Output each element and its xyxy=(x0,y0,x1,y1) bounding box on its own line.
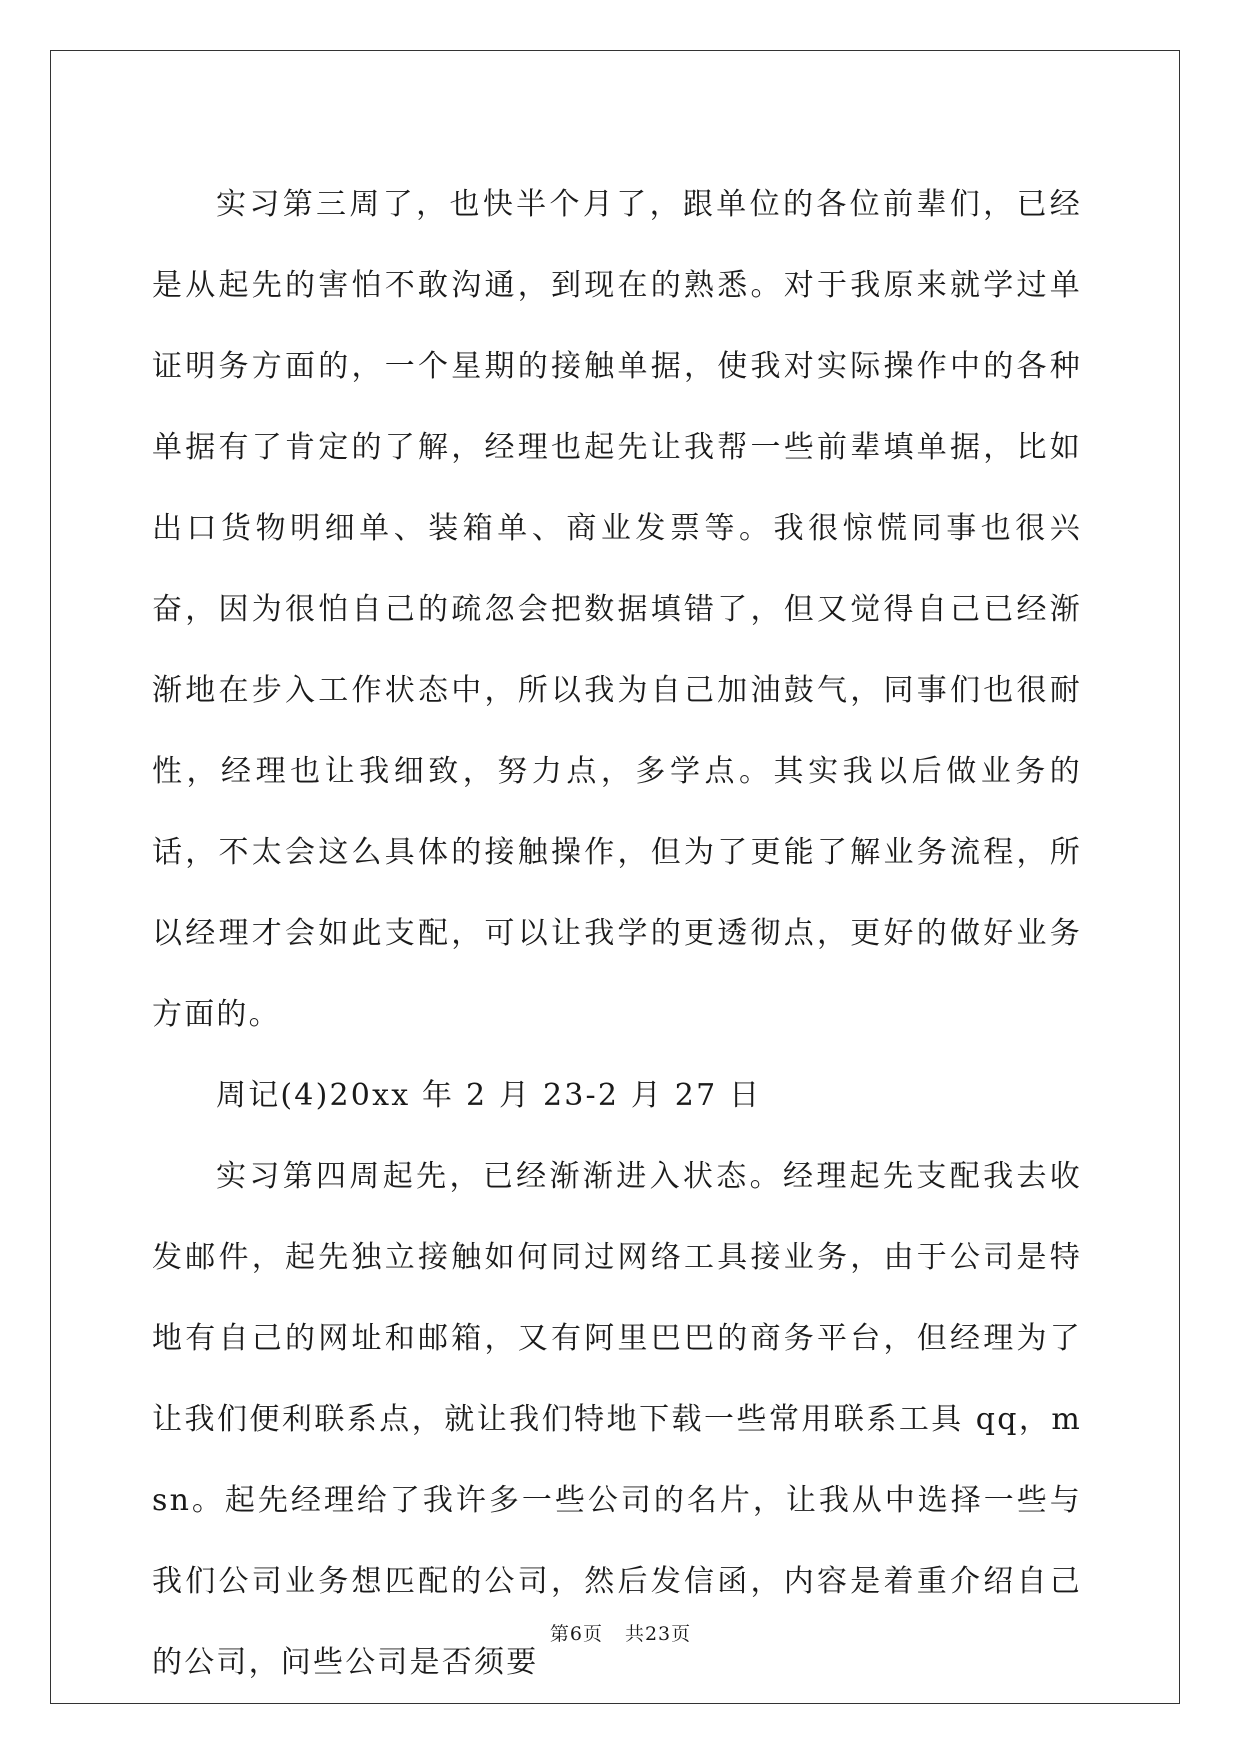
document-body xyxy=(152,164,1082,1703)
paragraph-week3: 实习第三周了，也快半个月了，跟单位的各位前辈们，已经是从起先的害怕不敢沟通，到现在的熟悉。对于我原来就学过单证明务方面的，一个星期的接触单据，使我对实际操作中的各种单据有了肯定的了解，经理也起先让我帮一些前辈填单据，比如出口货物明细单、装箱单、商业发票等。我很惊慌同事也很兴奋，因为很怕自己的疏忽会把数据填错了，但又觉得自己已经渐渐地在步入工作状态中，所以我为自己加油鼓气，同事们也很耐性，经理也让我细致，努力点，多学点。其实我以后做业务的话，不太会这么具体的接触操作，但为了更能了解业务流程，所以经理才会如此支配，可以让我学的更透彻点，更好的做好业务方面的。 xyxy=(152,187,1082,1032)
paragraph-week4: 实习第四周起先，已经渐渐进入状态。经理起先支配我去收发邮件，起先独立接触如何同过网络工具接业务，由于公司是特地有自己的网址和邮箱，又有阿里巴巴的商务平台，但经理为了让我们便利联系点，就让我们特地下载一些常用联系工具 qq，msn。起先经理给了我许多一些公司的名片，让我从中选择一些与我们公司业务想匹配的公司，然后发信函，内容是着重介绍自己的公司，问些公司是否须要 xyxy=(152,1159,1082,1680)
page-number: 第6页 xyxy=(549,1623,603,1645)
page-footer xyxy=(0,1619,1241,1646)
page-total: 共23页 xyxy=(624,1623,692,1645)
journal-heading-week4: 周记(4)20xx 年 2 月 23-2 月 27 日 xyxy=(216,1078,762,1113)
